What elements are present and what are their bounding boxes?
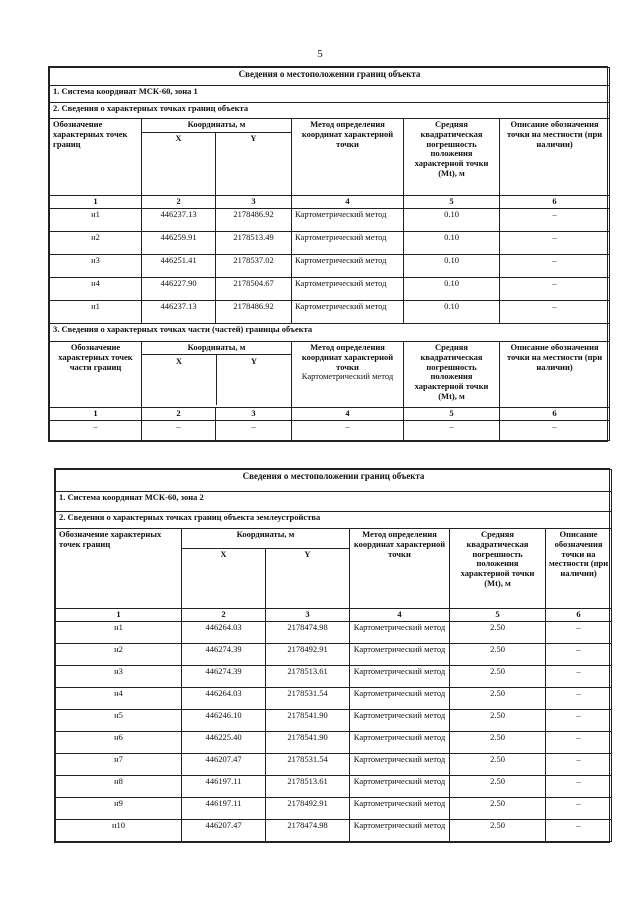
- coord-y: 2178513.61: [266, 776, 350, 798]
- accuracy: 0.10: [404, 209, 500, 232]
- method: Картометрический метод: [350, 798, 450, 820]
- empty-cell: –: [50, 421, 142, 441]
- header3-accuracy: Средняя квадратическая погрешность положения характерной точки (Mt), м: [404, 342, 500, 408]
- header3-x: X: [142, 355, 217, 405]
- description: –: [546, 666, 612, 688]
- point-id: н7: [56, 754, 182, 776]
- point-id: н8: [56, 776, 182, 798]
- method: Картометрический метод: [292, 209, 404, 232]
- coord-x: 446274.39: [182, 666, 266, 688]
- block2-section-1: 1. Система координат МСК-60, зона 2: [56, 492, 612, 512]
- table-row: [56, 622, 612, 644]
- description: –: [500, 255, 610, 278]
- col-number: 5: [404, 196, 500, 209]
- block2-title: Сведения о местоположении границ объекта: [56, 470, 612, 492]
- coord-x: 446274.39: [182, 644, 266, 666]
- col-number: 2: [142, 196, 216, 209]
- description: –: [500, 209, 610, 232]
- point-id: н5: [56, 710, 182, 732]
- block2-section-2: 2. Сведения о характерных точках границ объекта землеустройства: [56, 512, 612, 529]
- description: –: [500, 301, 610, 324]
- block1-table: [49, 67, 610, 441]
- description: –: [546, 710, 612, 732]
- method: Картометрический метод: [350, 644, 450, 666]
- header-accuracy: Средняя квадратическая погрешность положения характерной точки (Mt), м: [404, 119, 500, 196]
- header3-coordinates-cell: [142, 342, 292, 408]
- point-id: н1: [50, 209, 142, 232]
- table-row: [56, 644, 612, 666]
- header3-description: Описание обозначения точки на местности (при наличии): [500, 342, 610, 408]
- col-number: 6: [500, 196, 610, 209]
- description: –: [546, 622, 612, 644]
- col-number: 2: [142, 408, 216, 421]
- description: –: [500, 278, 610, 301]
- coord-y: 2178486.92: [216, 209, 292, 232]
- table-row: [50, 301, 610, 324]
- coord-x: 446264.03: [182, 622, 266, 644]
- accuracy: 2.50: [450, 798, 546, 820]
- coord-y: 2178504.67: [216, 278, 292, 301]
- method: Картометрический метод: [350, 732, 450, 754]
- coord-y: 2178513.49: [216, 232, 292, 255]
- header3-designation: Обозначение характерных точек части границ: [50, 342, 142, 408]
- point-id: н1: [56, 622, 182, 644]
- accuracy: 2.50: [450, 820, 546, 842]
- col-number: 3: [216, 408, 292, 421]
- coord-x: 446251.41: [142, 255, 216, 278]
- point-id: н9: [56, 798, 182, 820]
- header-accuracy: Средняя квадратическая погрешность положения характерной точки (Mt), м: [450, 529, 546, 609]
- table-row: [56, 754, 612, 776]
- block1-section-3: 3. Сведения о характерных точках части (частей) границы объекта: [50, 324, 610, 342]
- col-number: 3: [266, 609, 350, 622]
- table-row: [56, 688, 612, 710]
- header-method: Метод определения координат характерной точки: [292, 119, 404, 196]
- coord-x: 446207.47: [182, 820, 266, 842]
- coord-y: 2178541.90: [266, 732, 350, 754]
- point-id: н2: [50, 232, 142, 255]
- table-row: [50, 278, 610, 301]
- coord-x: 446264.03: [182, 688, 266, 710]
- empty-cell: –: [216, 421, 292, 441]
- coord-y: 2178531.54: [266, 688, 350, 710]
- table-row: [50, 209, 610, 232]
- header-coordinates: Координаты, м: [182, 529, 350, 549]
- header-x: X: [182, 549, 266, 609]
- coord-x: 446259.91: [142, 232, 216, 255]
- point-id: н1: [50, 301, 142, 324]
- coord-y: 2178537.02: [216, 255, 292, 278]
- col-number: 1: [56, 609, 182, 622]
- description: –: [546, 732, 612, 754]
- header-method: Метод определения координат характерной точки: [350, 529, 450, 609]
- col-number: 3: [216, 196, 292, 209]
- accuracy: 2.50: [450, 688, 546, 710]
- coord-x: 446237.13: [142, 301, 216, 324]
- table-row: [56, 776, 612, 798]
- header-y: Y: [216, 133, 292, 196]
- header-designation: Обозначение характерных точек границ: [50, 119, 142, 196]
- point-id: н4: [50, 278, 142, 301]
- accuracy: 2.50: [450, 666, 546, 688]
- method: Картометрический метод: [292, 278, 404, 301]
- header-y: Y: [266, 549, 350, 609]
- description: –: [546, 754, 612, 776]
- description: –: [546, 820, 612, 842]
- description: –: [546, 776, 612, 798]
- empty-cell: –: [500, 421, 610, 441]
- method: Картометрический метод: [292, 255, 404, 278]
- col-number: 5: [404, 408, 500, 421]
- coord-y: 2178492.91: [266, 644, 350, 666]
- coord-x: 446227.90: [142, 278, 216, 301]
- col-number: 6: [500, 408, 610, 421]
- table-row: [56, 710, 612, 732]
- accuracy: 2.50: [450, 732, 546, 754]
- method: Картометрический метод: [350, 622, 450, 644]
- col-number: 4: [292, 196, 404, 209]
- header-coordinates: Координаты, м: [142, 119, 292, 133]
- col-number: 2: [182, 609, 266, 622]
- table-row: [50, 232, 610, 255]
- header3-method-cell: [292, 342, 404, 408]
- description: –: [546, 644, 612, 666]
- point-id: н3: [50, 255, 142, 278]
- point-id: н4: [56, 688, 182, 710]
- method: Картометрический метод: [292, 232, 404, 255]
- accuracy: 2.50: [450, 754, 546, 776]
- table-row: [56, 798, 612, 820]
- point-id: н6: [56, 732, 182, 754]
- header3-y: Y: [250, 355, 258, 366]
- block1-section-2: 2. Сведения о характерных точках границ объекта: [50, 103, 610, 119]
- block1-section-1: 1. Система координат МСК-60, зона 1: [50, 86, 610, 103]
- accuracy: 0.10: [404, 278, 500, 301]
- coord-y: 2178486.92: [216, 301, 292, 324]
- coord-x: 446246.10: [182, 710, 266, 732]
- accuracy: 0.10: [404, 301, 500, 324]
- header3-method: Метод определения координат характерной точки: [301, 342, 394, 372]
- point-id: н3: [56, 666, 182, 688]
- accuracy: 0.10: [404, 255, 500, 278]
- description: –: [500, 232, 610, 255]
- method: Картометрический метод: [350, 754, 450, 776]
- col-number: 4: [350, 609, 450, 622]
- method: Картометрический метод: [292, 301, 404, 324]
- method: Картометрический метод: [350, 710, 450, 732]
- header3-method-sub: Картометрический метод: [301, 371, 394, 382]
- col-number: 1: [50, 408, 142, 421]
- empty-cell: –: [404, 421, 500, 441]
- col-number: 1: [50, 196, 142, 209]
- table-row: [56, 820, 612, 842]
- header-designation: Обозначение характерных точек границ: [56, 529, 182, 609]
- description: –: [546, 798, 612, 820]
- coord-x: 446197.11: [182, 798, 266, 820]
- coord-x: 446207.47: [182, 754, 266, 776]
- point-id: н2: [56, 644, 182, 666]
- header-x: X: [142, 133, 216, 196]
- accuracy: 2.50: [450, 644, 546, 666]
- coord-y: 2178492.91: [266, 798, 350, 820]
- point-id: н10: [56, 820, 182, 842]
- coord-y: 2178474.98: [266, 622, 350, 644]
- coord-x: 446237.13: [142, 209, 216, 232]
- method: Картометрический метод: [350, 666, 450, 688]
- table-row: [50, 421, 610, 441]
- coord-y: 2178531.54: [266, 754, 350, 776]
- empty-cell: –: [292, 421, 404, 441]
- method: Картометрический метод: [350, 820, 450, 842]
- table-row: [56, 732, 612, 754]
- description: –: [546, 688, 612, 710]
- accuracy: 2.50: [450, 710, 546, 732]
- coord-y: 2178541.90: [266, 710, 350, 732]
- block1-title: Сведения о местоположении границ объекта: [50, 68, 610, 86]
- accuracy: 2.50: [450, 776, 546, 798]
- accuracy: 2.50: [450, 622, 546, 644]
- col-number: 4: [292, 408, 404, 421]
- col-number: 6: [546, 609, 612, 622]
- coord-x: 446225.40: [182, 732, 266, 754]
- table-row: [50, 255, 610, 278]
- method: Картометрический метод: [350, 688, 450, 710]
- header-description: Описание обозначения точки на местности (при наличии): [500, 119, 610, 196]
- empty-cell: –: [142, 421, 216, 441]
- coord-x: 446197.11: [182, 776, 266, 798]
- boundary-block-zone-1: [48, 66, 608, 442]
- page-number: 5: [317, 48, 323, 60]
- coord-y: 2178513.61: [266, 666, 350, 688]
- header3-coordinates: Координаты, м: [142, 342, 291, 355]
- col-number: 5: [450, 609, 546, 622]
- header-description: Описание обозначения точки на местности (при наличии): [546, 529, 612, 609]
- method: Картометрический метод: [350, 776, 450, 798]
- table-row: [56, 666, 612, 688]
- accuracy: 0.10: [404, 232, 500, 255]
- block2-table: [55, 469, 612, 842]
- boundary-block-zone-2: [54, 468, 610, 843]
- coord-y: 2178474.98: [266, 820, 350, 842]
